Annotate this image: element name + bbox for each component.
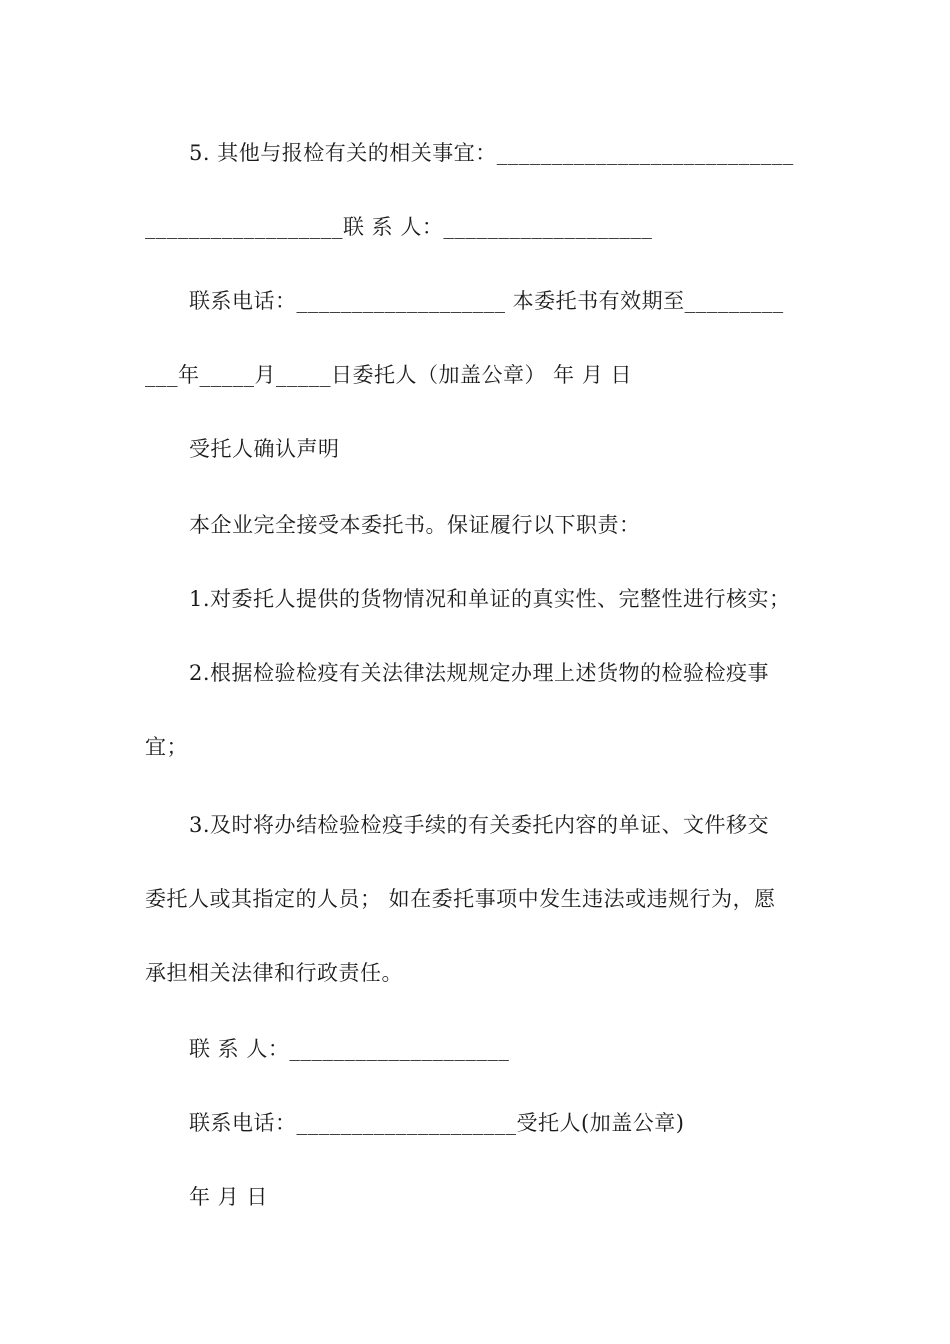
item-5-other-matters: 5. 其他与报检有关的相关事宜：___________________________ <box>189 141 794 165</box>
phone-validity-line: 联系电话：___________________ 本委托书有效期至_________ <box>189 289 784 313</box>
section-heading: 受托人确认声明 <box>189 437 340 461</box>
duty-2: 2.根据检验检疫有关法律法规规定办理上述货物的检验检疫事 <box>189 661 770 685</box>
agent-date: 年 月 日 <box>189 1185 268 1209</box>
duty-2-continued: 宜； <box>145 735 188 759</box>
duty-1: 1.对委托人提供的货物情况和单证的真实性、完整性进行核实； <box>189 587 791 611</box>
acceptance-statement: 本企业完全接受本委托书。保证履行以下职责： <box>189 513 641 537</box>
agent-contact-person: 联 系 人：____________________ <box>189 1037 510 1061</box>
duty-3: 3.及时将办结检验检疫手续的有关委托内容的单证、文件移交 <box>189 813 770 837</box>
duty-3-end: 承担相关法律和行政责任。 <box>145 961 403 985</box>
duty-3-continued: 委托人或其指定的人员； 如在委托事项中发生违法或违规行为，愿 <box>145 887 776 911</box>
contact-person-line: __________________联 系 人：___________________ <box>145 215 653 239</box>
agent-phone-seal: 联系电话：____________________受托人(加盖公章) <box>189 1111 685 1135</box>
date-principal-line: ___年_____月_____日委托人（加盖公章） 年 月 日 <box>145 363 633 387</box>
